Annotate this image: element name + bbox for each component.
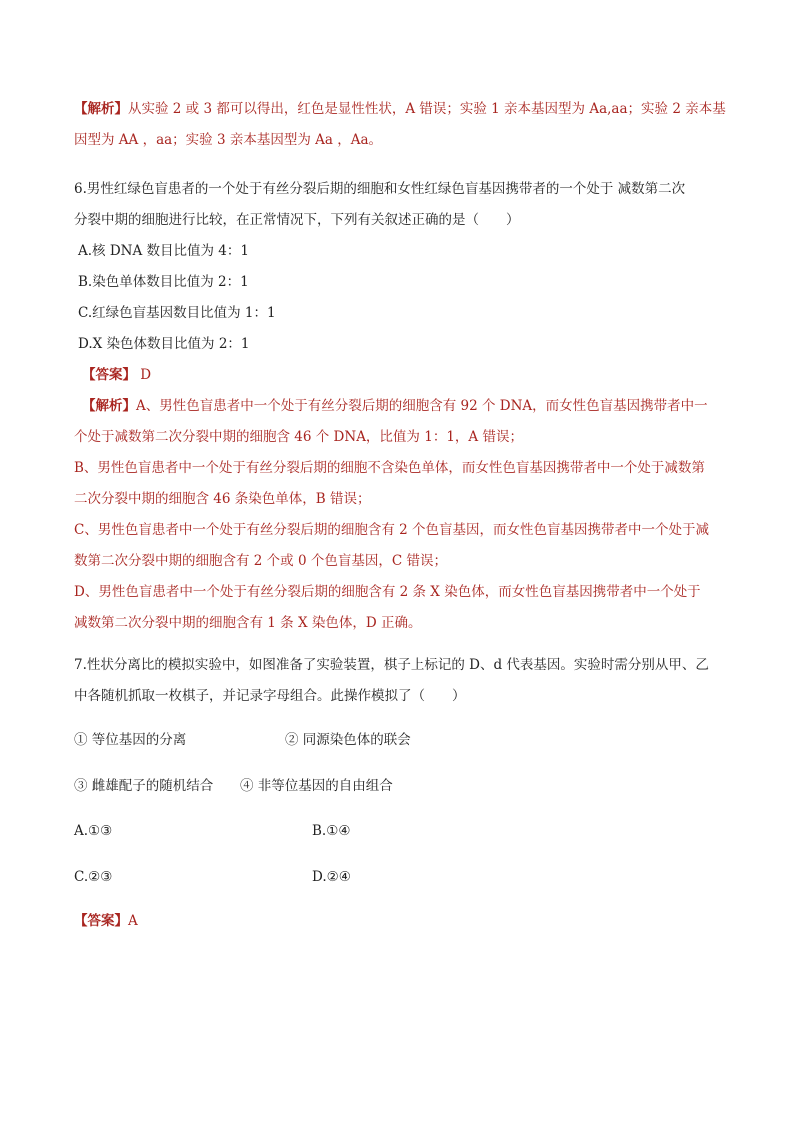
statement-row-2 [74, 771, 724, 802]
analysis-tag: 【解析】 [82, 398, 136, 414]
answer-tag: 【答案】 [74, 913, 128, 929]
option-row-2 [74, 862, 724, 893]
answer-tag: 【答案】 [82, 367, 136, 383]
statement-1: ① 等位基因的分离 [74, 732, 187, 748]
option-a: A.核 DNA 数目比值为 4：1 [78, 243, 249, 259]
statement-row-1 [74, 725, 724, 756]
analysis-tag: 【解析】 [74, 101, 128, 117]
option-a: A.①③ [74, 823, 113, 839]
analysis-text: D、男性色盲患者中一个处于有丝分裂后期的细胞含有 2 条 X 染色体，而女性色盲基因携带者中一个处于 [74, 584, 701, 600]
option-d: D.②④ [312, 869, 351, 885]
question-stem: 中各随机抓取一枚棋子，并记录字母组合。此操作模拟了（ ） [74, 688, 466, 704]
answer-line [74, 906, 724, 937]
analysis-text: 因型为 AA ，aa；实验 3 亲本基因型为 Aa ，Aa。 [74, 132, 383, 148]
analysis-q5 [74, 94, 724, 156]
statement-3: ③ 雌雄配子的随机结合 [74, 778, 214, 794]
question-7 [74, 650, 724, 712]
question-stem: 分裂中期的细胞进行比较，在正常情况下，下列有关叙述正确的是（ ） [74, 212, 520, 228]
analysis-text: C、男性色盲患者中一个处于有丝分裂后期的细胞含有 2 个色盲基因，而女性色盲基因携带者中一个处于减 [74, 522, 709, 538]
question-stem: 6.男性红绿色盲患者的一个处于有丝分裂后期的细胞和女性红绿色盲基因携带者的一个处于 减数第二次 [74, 181, 686, 197]
option-b: B.染色单体数目比值为 2：1 [78, 274, 249, 290]
answer-value: A [128, 913, 138, 929]
option-row-1 [74, 816, 724, 847]
answer-line [74, 360, 724, 391]
question-6 [74, 174, 724, 639]
analysis-text: 从实验 2 或 3 都可以得出，红色是显性性状，A 错误；实验 1 亲本基因型为 Aa,aa；实验 2 亲本基 [128, 101, 726, 117]
statement-4: ④ 非等位基因的自由组合 [240, 778, 393, 794]
analysis-text: 数第二次分裂中期的细胞含有 2 个或 0 个色盲基因，C 错误； [74, 553, 447, 569]
analysis-text: 减数第二次分裂中期的细胞含有 1 条 X 染色体，D 正确。 [74, 615, 422, 631]
statement-2: ② 同源染色体的联会 [285, 732, 411, 748]
answer-value: D [140, 367, 152, 383]
option-d: D.X 染色体数目比值为 2：1 [78, 336, 250, 352]
option-b: B.①④ [312, 823, 351, 839]
analysis-text: A、男性色盲患者中一个处于有丝分裂后期的细胞含有 92 个 DNA，而女性色盲基因携带者中一 [136, 398, 708, 414]
option-c: C.②③ [74, 869, 113, 885]
option-c: C.红绿色盲基因数目比值为 1：1 [78, 305, 276, 321]
analysis-text: 二次分裂中期的细胞含 46 条染色单体，B 错误； [74, 491, 371, 507]
analysis-text: B、男性色盲患者中一个处于有丝分裂后期的细胞不含染色单体，而女性色盲基因携带者中一个处于减数第 [74, 460, 705, 476]
analysis-text: 个处于减数第二次分裂中期的细胞含 46 个 DNA，比值为 1：1，A 错误； [74, 429, 523, 445]
question-stem: 7.性状分离比的模拟实验中，如图准备了实验装置，棋子上标记的 D、d 代表基因。实验时需分别从甲、乙 [74, 657, 709, 673]
